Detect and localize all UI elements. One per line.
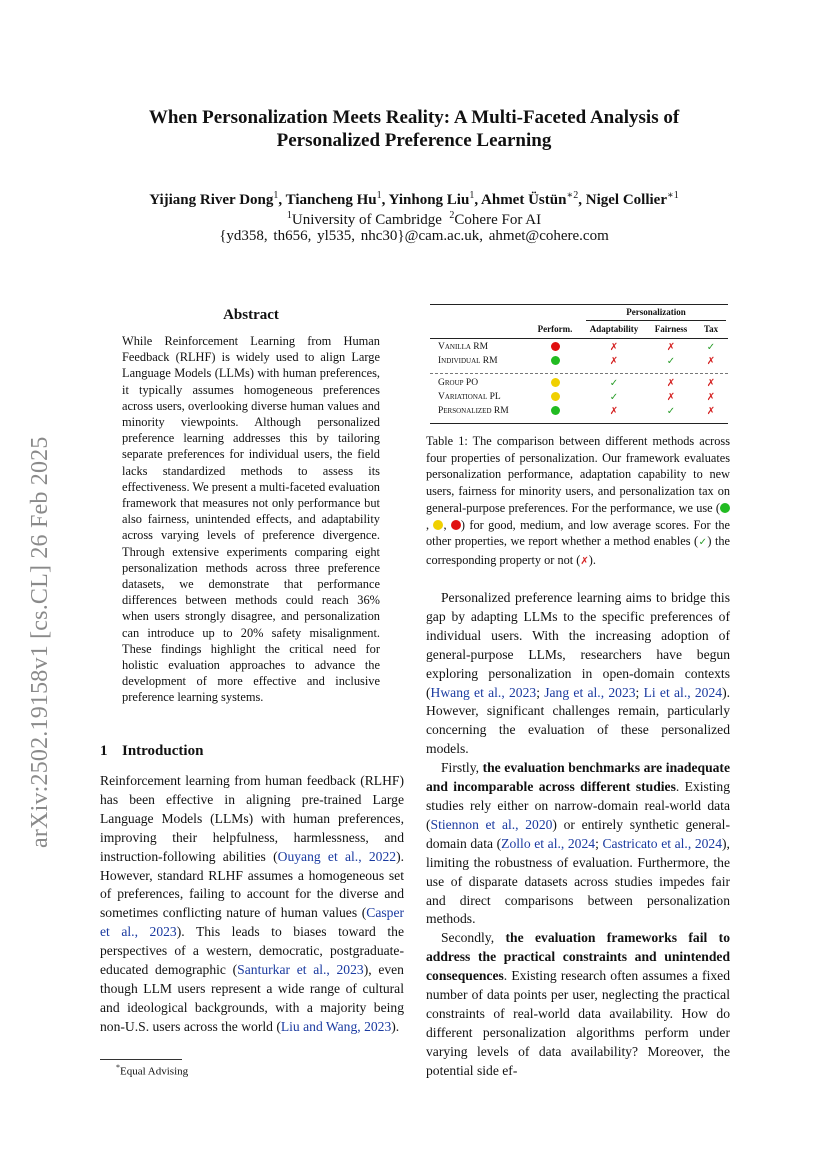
citation-link[interactable]: Zollo et al., 2024 — [501, 835, 596, 851]
table-row — [430, 378, 728, 392]
cross-icon: ✗ — [706, 406, 716, 417]
adaptability-cell — [583, 356, 645, 367]
author-mark: 1 — [376, 190, 382, 201]
affiliation-name: University of Cambridge — [291, 212, 442, 228]
check-icon: ✓ — [609, 378, 619, 389]
body-text: ; — [536, 684, 545, 700]
table-row — [430, 356, 728, 370]
table-group — [430, 342, 728, 370]
method-name: Vanilla RM — [438, 342, 489, 352]
footnote-mark: * — [116, 1063, 120, 1072]
caption-text: ) for good, medium, and low average scores. For the other properties, we report whether a method enables ( — [426, 517, 731, 549]
citation-link[interactable]: Li et al., 2024 — [643, 684, 723, 700]
citation-link[interactable]: Castricato et al., 2024 — [602, 835, 723, 851]
medium-dot-icon — [551, 378, 560, 387]
author-mark: ∗2 — [566, 190, 579, 201]
column-header: Fairness — [654, 324, 688, 334]
citation-link[interactable]: Hwang et al., 2023 — [430, 684, 537, 700]
arxiv-identifier: arXiv:2502.19158v1 [cs.CL] 26 Feb 2025 — [27, 436, 53, 848]
intro-text: ). However, standard RLHF assumes a homogeneous set of preferences, failing to account for the diverse and sometimes conflicting nature of human values ( — [100, 848, 404, 921]
performance-cell — [530, 342, 580, 353]
cross-icon: ✗ — [666, 378, 676, 389]
good-dot-icon — [720, 503, 730, 513]
cross-icon: ✗ — [706, 392, 716, 403]
body-text: ; — [595, 835, 603, 851]
body-text: Personalized preference learning aims to bridge this gap by adapting LLMs to the specific preferences of individual users. With the increasing adoption of general-purpose LLMs, researchers have begun exploring personalization in open-domain contexts ( — [426, 590, 730, 700]
cross-icon: ✗ — [706, 378, 716, 389]
body-text: Secondly, — [441, 930, 506, 946]
cross-icon: ✗ — [609, 356, 619, 367]
body-text: ). However, significant challenges remain, particularly concerning the evaluation of these personalized models. — [426, 684, 730, 757]
comparison-table — [430, 304, 728, 424]
body-bold-text: the evaluation benchmarks are inadequate and incomparable across different studies — [426, 760, 730, 795]
cross-icon: ✗ — [666, 392, 676, 403]
method-name: Individual RM — [438, 356, 498, 366]
tax-cell — [698, 342, 724, 353]
paper-title: When Personalization Meets Reality: A Multi-Faceted Analysis of Personalized Preference Learning — [148, 107, 680, 151]
author-mark: ∗1 — [666, 190, 679, 201]
check-icon: ✓ — [666, 356, 676, 367]
footnote-rule — [100, 1059, 182, 1060]
good-dot-icon — [551, 406, 560, 415]
table-caption: Table 1: The comparison between different methods across four properties of personalization. Our framework evaluates personalization performance, adaptation capability to new users, fairness for minority users, and personalization tax on general-purpose preferences. For the performance, we use (, , ) for good, medium, and low average scores. For the other properties, we report whether a method enables (✓) the corresponding property or not (✗). — [426, 434, 731, 567]
column-header: Adaptability — [589, 324, 639, 334]
citation-link[interactable]: Stiennon et al., 2020 — [430, 816, 553, 832]
adaptability-cell — [583, 342, 645, 353]
citation-link[interactable]: Ouyang et al., 2022 — [277, 848, 397, 864]
caption-text: ) the corresponding property or not ( — [426, 534, 730, 567]
adaptability-cell — [583, 406, 645, 417]
footnote-text: Equal Advising — [120, 1065, 189, 1078]
fairness-cell — [648, 342, 694, 353]
check-icon: ✓ — [609, 392, 619, 403]
intro-text: ), even though LLM users represent a wide range of cultural and ideological backgrounds, with a majority being non-U.S. users across the world ( — [100, 962, 404, 1034]
adaptability-cell — [583, 392, 645, 403]
medium-dot-icon — [551, 392, 560, 401]
table-row — [430, 342, 728, 356]
author-mark: 1 — [469, 190, 475, 201]
cross-icon: ✗ — [666, 342, 676, 353]
affiliation-mark: 1 — [286, 210, 292, 221]
cross-icon: ✗ — [609, 342, 619, 353]
body-text: Firstly, — [441, 760, 483, 776]
table-row — [430, 392, 728, 406]
fairness-cell — [648, 378, 694, 389]
table-group-header-row — [430, 305, 728, 320]
good-dot-icon — [551, 356, 560, 365]
tax-cell — [698, 378, 724, 389]
intro-paragraph — [100, 772, 404, 1037]
author-name: Tiancheng Hu — [285, 192, 377, 208]
author-mark: 1 — [273, 190, 279, 201]
author-list: Yijiang River Dong$^1$, Tiancheng Hu$^1$, Yinhong Liu$^1$, Ahmet Üstün$^{∗2}$, Nigel Collier$^{∗1}$ — [149, 190, 679, 208]
body-text: . Existing research often assumes a fixed number of data points per user, neglecting the practical constraints of real-world data availability. How do different personalization algorithms perform under varying levels of data availability? Moreover, the potential side ef- — [426, 968, 730, 1078]
section-number: 1 — [100, 743, 108, 759]
check-icon: ✓ — [698, 537, 708, 549]
body-text: . Existing studies rely either on narrow-domain real-world data ( — [426, 779, 730, 832]
citation-link[interactable]: Jang et al., 2023 — [544, 684, 636, 700]
abstract-heading: Abstract — [223, 307, 279, 323]
intro-text: Reinforcement learning from human feedback (RLHF) has been effective in aligning pre-trained Large Language Models (LLMs) with human preferences, improving their helpfulness, harmlessness, and instruction-following abilities ( — [100, 773, 404, 864]
medium-dot-icon — [433, 520, 443, 530]
low-dot-icon — [451, 520, 461, 530]
table-group-divider — [430, 373, 728, 374]
body-paragraph — [426, 929, 730, 1080]
method-name: Variational PL — [438, 392, 501, 402]
citation-link[interactable]: Liu and Wang, 2023 — [280, 1018, 392, 1034]
body-paragraph — [426, 589, 730, 759]
check-icon: ✓ — [666, 406, 676, 417]
body-text: ; — [635, 684, 644, 700]
performance-cell — [530, 406, 580, 417]
table-row — [430, 406, 728, 420]
table-header-rule — [430, 338, 728, 339]
low-dot-icon — [551, 342, 560, 351]
performance-cell — [530, 356, 580, 367]
tax-cell — [698, 356, 724, 367]
intro-text: ). — [391, 1018, 400, 1034]
performance-cell — [530, 392, 580, 403]
affiliation-name: Cohere For AI — [454, 212, 542, 228]
body-bold-text: the evaluation frameworks fail to address the practical constraints and unintended consequences — [426, 930, 730, 984]
column-header: Tax — [703, 324, 719, 334]
body-text: ), limiting the robustness of evaluation. Furthermore, the use of disparate datasets across studies impedes fair and direct comparisons between personalization methods. — [426, 835, 730, 927]
check-icon: ✓ — [706, 342, 716, 353]
table-header-row — [430, 320, 728, 338]
footnote — [116, 1063, 188, 1078]
table-group — [430, 378, 728, 420]
cross-icon: ✗ — [706, 356, 716, 367]
abstract-text: While Reinforcement Learning from Human Feedback (RLHF) is widely used to align Large Language Models (LLMs) with human preferences, it typically assumes homogeneous preferences across users, overlooking diverse human values and minority viewpoints. Although personalized preference learning addresses this by tailoring separate preferences for individual users, the field lacks standardized methods to assess its effectiveness. We present a multi-faceted evaluation framework that measures not only performance but also fairness, unintended effects, and adaptability across varying levels of preference divergence. Through extensive experiments comparing eight personalization methods across three preference datasets, we demonstrate that performance differences between methods could reach 36% when users strongly disagree, and personalization can introduce up to 20% safety misalignment. These findings highlight the critical need for holistic evaluation approaches to advance the development of more effective and inclusive preference learning systems. — [122, 334, 380, 705]
author-name: Nigel Collier — [585, 192, 667, 208]
citation-link[interactable]: Casper et al., 2023 — [100, 905, 404, 940]
author-name: Yinhong Liu — [388, 192, 470, 208]
method-name: Group PO — [438, 378, 479, 388]
cross-icon: ✗ — [580, 555, 589, 567]
performance-cell — [530, 378, 580, 389]
table-bottom-rule — [430, 423, 728, 424]
body-text: ) or entirely synthetic general-domain data ( — [426, 816, 730, 851]
body-paragraph — [426, 759, 730, 929]
method-name: Personalized RM — [438, 406, 509, 416]
cross-icon: ✗ — [609, 406, 619, 417]
intro-text: ). This leads to biases toward the perspectives of a western, democratic, postgraduate-educated demographic ( — [100, 924, 404, 978]
section-title: Introduction — [122, 743, 204, 759]
caption-text: ). — [588, 552, 596, 567]
column-header: Perform. — [537, 324, 573, 334]
author-name: Ahmet Üstün — [481, 192, 567, 208]
fairness-cell — [648, 356, 694, 367]
adaptability-cell — [583, 378, 645, 389]
citation-link[interactable]: Santurkar et al., 2023 — [237, 962, 364, 978]
tax-cell — [698, 406, 724, 417]
caption-text: Table 1: The comparison between different methods across four properties of personalization. Our framework evaluates personalization performance, adaptation capability to new users, fairness for minority users, and personalization tax on general-purpose preferences. For the performance, we use ( — [426, 434, 730, 515]
fairness-cell — [648, 406, 694, 417]
right-column-body — [426, 589, 730, 1081]
affiliation-mark: 2 — [449, 210, 455, 221]
author-name: Yijiang River Dong — [149, 192, 274, 208]
table-group-header: Personalization — [626, 307, 686, 317]
tax-cell — [698, 392, 724, 403]
author-emails: {yd358, th656, yl535, nhc30}@cam.ac.uk, ahmet@cohere.com — [219, 228, 609, 244]
section-heading — [100, 743, 203, 760]
fairness-cell — [648, 392, 694, 403]
